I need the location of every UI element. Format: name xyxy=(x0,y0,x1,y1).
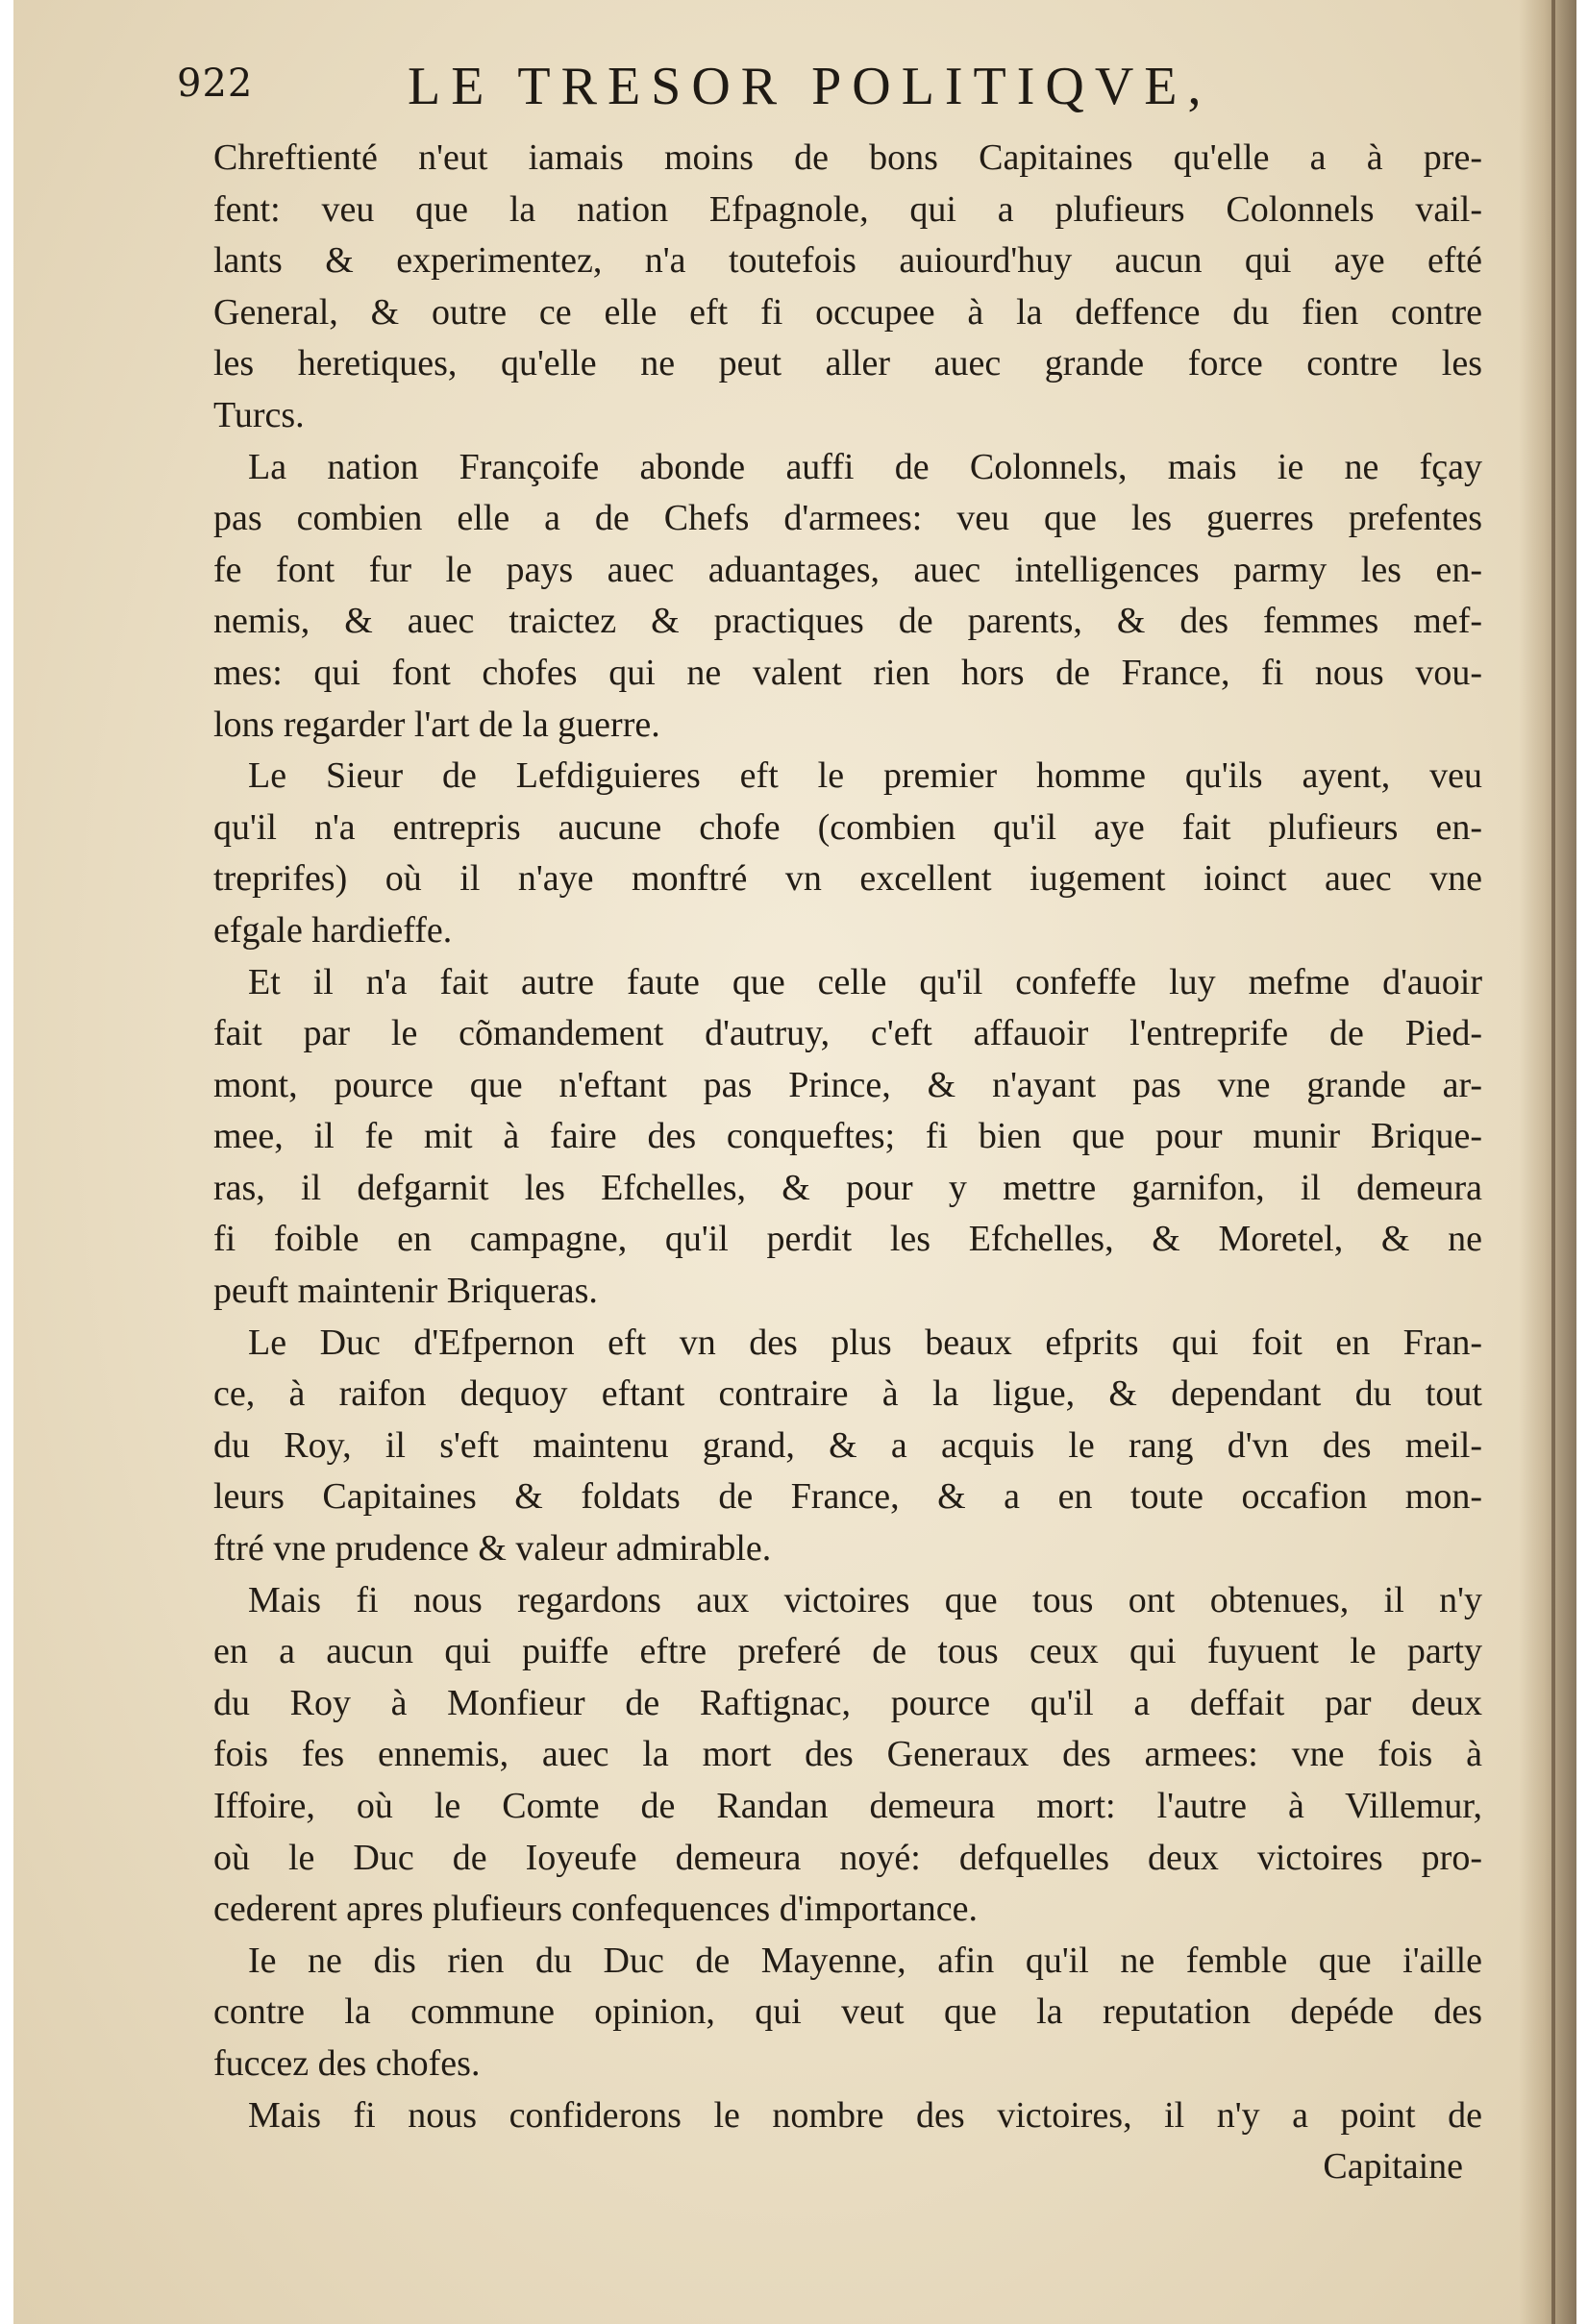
text-line: mont, pource que n'eftant pas Prince, & n'ayant pas vne grande ar- xyxy=(213,1064,1482,1105)
text-line: nemis, & auec traictez & practiques de parents, & des femmes mef- xyxy=(213,601,1482,642)
paragraph-start: Le Duc d'Efpernon eft vn des plus beaux efprits qui foit en Fran- xyxy=(248,1322,1482,1363)
text-line: mee, il fe mit à faire des conqueftes; fi bien que pour munir Brique- xyxy=(213,1116,1482,1157)
paragraph-start: Mais fi nous confiderons le nombre des victoires, il n'y a point de xyxy=(248,2094,1482,2136)
text-line: les heretiques, qu'elle ne peut aller auec grande force contre les xyxy=(213,343,1482,384)
text-line: lons regarder l'art de la guerre. xyxy=(213,704,660,745)
text-line: leurs Capitaines & foldats de France, & a en toute occafion mon- xyxy=(213,1476,1482,1518)
text-line: fois fes ennemis, auec la mort des Generaux des armees: vne fois à xyxy=(213,1734,1482,1775)
paragraph-start: Le Sieur de Lefdiguieres eft le premier homme qu'ils ayent, veu xyxy=(248,755,1482,797)
text-line: mes: qui font chofes qui ne valent rien hors de France, fi nous vou- xyxy=(213,652,1482,693)
text-line: cederent apres plufieurs confequences d'importance. xyxy=(213,1889,978,1930)
text-line: General, & outre ce elle eft fi occupee à la deffence du fien contre xyxy=(213,291,1482,333)
text-line: pas combien elle a de Chefs d'armees: veu que les guerres prefentes xyxy=(213,498,1482,539)
text-line: peuft maintenir Briqueras. xyxy=(213,1271,598,1312)
body-text xyxy=(213,133,1482,2193)
text-line: ras, il defgarnit les Efchelles, & pour y mettre garnifon, il demeura xyxy=(213,1167,1482,1208)
catchword: Capitaine xyxy=(1323,2146,1463,2188)
text-line: Iffoire, où le Comte de Randan demeura mort: l'autre à Villemur, xyxy=(213,1786,1482,1826)
page-header xyxy=(177,56,1484,133)
page-edge-line xyxy=(1551,0,1555,2324)
text-line: ce, à raifon dequoy eftant contraire à la ligue, & dependant du tout xyxy=(213,1373,1482,1415)
text-line: qu'il n'a entrepris aucune chofe (combien qu'il aye fait plufieurs en- xyxy=(213,806,1482,848)
text-line: du Roy à Monfieur de Raftignac, pource qu'il a deffait par deux xyxy=(213,1682,1482,1723)
page-edge-shadow xyxy=(1519,0,1576,2324)
text-line: ftré vne prudence & valeur admirable. xyxy=(213,1528,772,1570)
paragraph-start: La nation Françoife abonde auffi de Colonnels, mais ie ne fçay xyxy=(248,446,1482,487)
paragraph-start: Mais fi nous regardons aux victoires que tous ont obtenues, il n'y xyxy=(248,1579,1482,1620)
text-line: Chreftienté n'eut iamais moins de bons Capitaines qu'elle a à pre- xyxy=(213,137,1482,178)
text-line: Turcs. xyxy=(213,394,305,435)
text-line: fi foible en campagne, qu'il perdit les Efchelles, & Moretel, & ne xyxy=(213,1219,1482,1260)
text-line: treprifes) où il n'aye monftré vn excellent iugement ioinct auec vne xyxy=(213,858,1482,900)
page-number: 922 xyxy=(177,62,254,106)
text-line: lants & experimentez, n'a toutefois auiourd'huy aucun qui aye efté xyxy=(213,240,1482,282)
text-line: où le Duc de Ioyeufe demeura noyé: defquelles deux victoires pro- xyxy=(213,1837,1482,1878)
book-page xyxy=(13,0,1576,2324)
text-line: fent: veu que la nation Efpagnole, qui a plufieurs Colonnels vail- xyxy=(213,188,1482,230)
text-line: fe font fur le pays auec aduantages, auec intelligences parmy les en- xyxy=(213,549,1482,590)
running-title: LE TRESOR POLITIQVE, xyxy=(408,57,1212,116)
paragraph-start: Et il n'a fait autre faute que celle qu'il confeffe luy mefme d'auoir xyxy=(248,961,1482,1002)
text-line: fuccez des chofes. xyxy=(213,2042,481,2084)
text-line: en a aucun qui puiffe eftre preferé de tous ceux qui fuyuent le party xyxy=(213,1631,1482,1672)
text-line: contre la commune opinion, qui veut que la reputation depéde des xyxy=(213,1991,1482,2033)
text-line: du Roy, il s'eft maintenu grand, & a acquis le rang d'vn des meil- xyxy=(213,1424,1482,1466)
text-line: fait par le cõmandement d'autruy, c'eft affauoir l'entreprife de Pied- xyxy=(213,1013,1482,1054)
text-line: efgale hardieffe. xyxy=(213,909,453,951)
paragraph-start: Ie ne dis rien du Duc de Mayenne, afin qu'il ne femble que i'aille xyxy=(248,1940,1482,1981)
